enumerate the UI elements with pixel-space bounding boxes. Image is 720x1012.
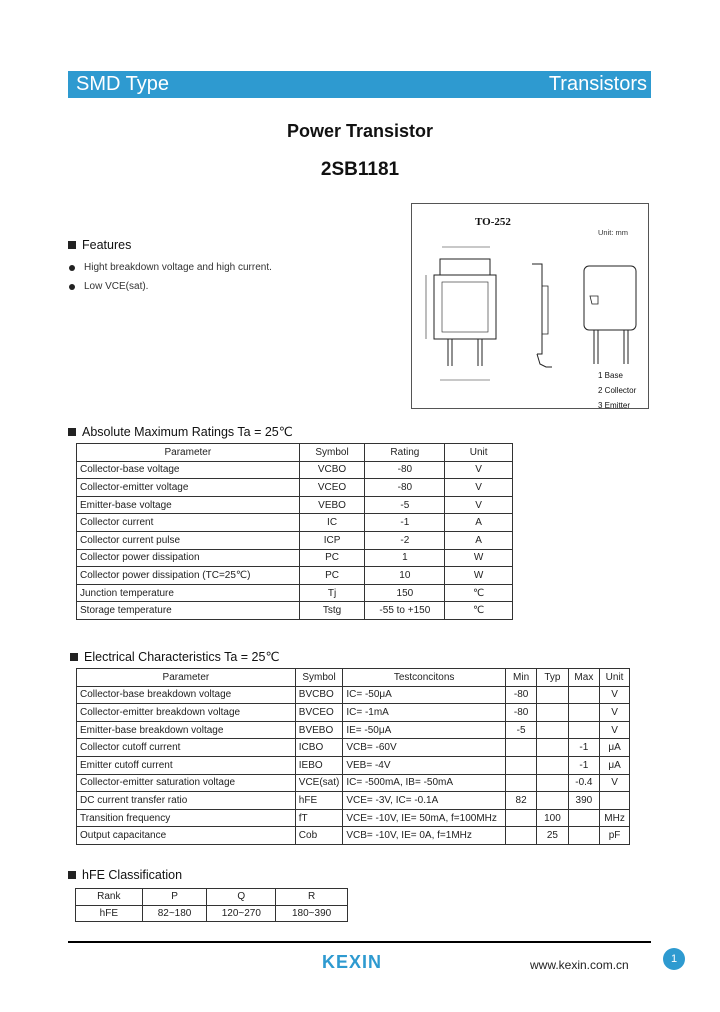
table-row bbox=[77, 809, 630, 827]
table-cell: IC bbox=[299, 514, 365, 532]
table-cell: ICBO bbox=[295, 739, 343, 757]
table-cell bbox=[568, 827, 600, 845]
column-header: Testconcitons bbox=[343, 669, 506, 687]
side-view-profile bbox=[532, 264, 542, 354]
table-cell: VEB= -4V bbox=[343, 756, 506, 774]
table-row bbox=[77, 827, 630, 845]
table-cell: -1 bbox=[568, 739, 600, 757]
table-cell bbox=[568, 704, 600, 722]
table-cell: 120~270 bbox=[207, 905, 276, 922]
package-body bbox=[434, 275, 496, 339]
package-tab bbox=[440, 259, 490, 275]
table-cell: BVCEO bbox=[295, 704, 343, 722]
table-cell bbox=[537, 756, 568, 774]
features-list bbox=[68, 262, 272, 300]
table-cell: Collector current bbox=[77, 514, 300, 532]
table-header-row bbox=[77, 444, 513, 462]
table-cell: -80 bbox=[365, 461, 445, 479]
kexin-logo: KEXIN bbox=[322, 952, 383, 972]
table-cell: Collector power dissipation bbox=[77, 549, 300, 567]
table-row bbox=[77, 792, 630, 810]
column-header: R bbox=[276, 889, 348, 906]
table-cell bbox=[568, 721, 600, 739]
section-bullet-icon bbox=[68, 428, 76, 436]
table-cell: V bbox=[600, 686, 630, 704]
table-cell: ICP bbox=[299, 531, 365, 549]
table-cell bbox=[505, 739, 536, 757]
features-heading: Features bbox=[68, 238, 272, 252]
table-cell bbox=[568, 686, 600, 704]
column-header: Parameter bbox=[77, 444, 300, 462]
column-header: Min bbox=[505, 669, 536, 687]
table-cell: VCB= -10V, IE= 0A, f=1MHz bbox=[343, 827, 506, 845]
table-cell: BVCBO bbox=[295, 686, 343, 704]
table-row bbox=[76, 905, 348, 922]
table-cell: V bbox=[445, 461, 513, 479]
column-header: Q bbox=[207, 889, 276, 906]
table-cell: 1 bbox=[365, 549, 445, 567]
table-cell: Tj bbox=[299, 584, 365, 602]
table-row bbox=[77, 584, 513, 602]
table-cell: ℃ bbox=[445, 584, 513, 602]
table-cell: 100 bbox=[537, 809, 568, 827]
header-product-type: Transistors bbox=[548, 73, 647, 95]
column-header: Unit bbox=[600, 669, 630, 687]
table-cell: Cob bbox=[295, 827, 343, 845]
table-cell: PC bbox=[299, 567, 365, 585]
column-header: Unit bbox=[445, 444, 513, 462]
electrical-characteristics-table bbox=[76, 668, 630, 845]
side-view-lead bbox=[537, 354, 552, 367]
table-cell: hFE bbox=[295, 792, 343, 810]
table-cell: Tstg bbox=[299, 602, 365, 620]
table-cell: VCE= -3V, IC= -0.1A bbox=[343, 792, 506, 810]
table-cell bbox=[537, 721, 568, 739]
table-cell: Storage temperature bbox=[77, 602, 300, 620]
table-cell bbox=[537, 774, 568, 792]
column-header: Symbol bbox=[299, 444, 365, 462]
table-cell: V bbox=[600, 774, 630, 792]
pin-list bbox=[598, 368, 636, 413]
table-cell: V bbox=[445, 479, 513, 497]
table-cell: W bbox=[445, 567, 513, 585]
table-cell: 150 bbox=[365, 584, 445, 602]
table-cell: V bbox=[600, 721, 630, 739]
ec-heading: Electrical Characteristics Ta = 25℃ bbox=[70, 649, 279, 664]
table-cell: 82 bbox=[505, 792, 536, 810]
table-cell: 180~390 bbox=[276, 905, 348, 922]
table-cell: Emitter-base voltage bbox=[77, 496, 300, 514]
table-row bbox=[77, 549, 513, 567]
table-cell: fT bbox=[295, 809, 343, 827]
table-cell bbox=[505, 827, 536, 845]
table-cell: 82~180 bbox=[142, 905, 207, 922]
column-header: Rating bbox=[365, 444, 445, 462]
table-cell: pF bbox=[600, 827, 630, 845]
table-cell: VCB= -60V bbox=[343, 739, 506, 757]
table-cell: Emitter-base breakdown voltage bbox=[77, 721, 296, 739]
table-cell: A bbox=[445, 531, 513, 549]
table-cell: Collector cutoff current bbox=[77, 739, 296, 757]
table-cell: -1 bbox=[365, 514, 445, 532]
package-unit: Unit: mm bbox=[598, 228, 628, 237]
table-cell: 390 bbox=[568, 792, 600, 810]
table-cell: ℃ bbox=[445, 602, 513, 620]
table-cell bbox=[537, 739, 568, 757]
table-cell: Collector-base breakdown voltage bbox=[77, 686, 296, 704]
table-cell: A bbox=[445, 514, 513, 532]
table-cell: V bbox=[445, 496, 513, 514]
website-url[interactable]: www.kexin.com.cn bbox=[530, 958, 629, 972]
table-cell: VCEO bbox=[299, 479, 365, 497]
table-cell: DC current transfer ratio bbox=[77, 792, 296, 810]
table-cell: -0.4 bbox=[568, 774, 600, 792]
table-cell: Collector-emitter voltage bbox=[77, 479, 300, 497]
table-cell: -1 bbox=[568, 756, 600, 774]
table-cell bbox=[600, 792, 630, 810]
column-header: Typ bbox=[537, 669, 568, 687]
part-number: 2SB1181 bbox=[320, 159, 400, 180]
table-cell bbox=[537, 792, 568, 810]
column-header: Symbol bbox=[295, 669, 343, 687]
table-cell: VEBO bbox=[299, 496, 365, 514]
table-row bbox=[77, 479, 513, 497]
hfe-heading: hFE Classification bbox=[68, 868, 182, 882]
pin-label: 1 Base bbox=[598, 371, 623, 380]
page-number: 1 bbox=[663, 948, 685, 970]
table-cell: -55 to +150 bbox=[365, 602, 445, 620]
table-row bbox=[77, 704, 630, 722]
table-row bbox=[77, 567, 513, 585]
table-cell: Junction temperature bbox=[77, 584, 300, 602]
table-cell: PC bbox=[299, 549, 365, 567]
table-cell: -80 bbox=[365, 479, 445, 497]
table-cell: Collector current pulse bbox=[77, 531, 300, 549]
table-cell: Collector-base voltage bbox=[77, 461, 300, 479]
table-cell: Output capacitance bbox=[77, 827, 296, 845]
table-cell bbox=[505, 809, 536, 827]
section-bullet-icon bbox=[70, 653, 78, 661]
table-header-row bbox=[77, 669, 630, 687]
amr-heading: Absolute Maximum Ratings Ta = 25℃ bbox=[68, 424, 293, 439]
table-cell: Collector-emitter breakdown voltage bbox=[77, 704, 296, 722]
table-row bbox=[77, 514, 513, 532]
table-cell: Emitter cutoff current bbox=[77, 756, 296, 774]
table-cell: hFE bbox=[76, 905, 143, 922]
table-cell: IC= -50μA bbox=[343, 686, 506, 704]
table-row bbox=[77, 496, 513, 514]
features-section bbox=[68, 238, 272, 300]
back-view-body bbox=[584, 266, 636, 330]
column-header: P bbox=[142, 889, 207, 906]
table-cell: W bbox=[445, 549, 513, 567]
table-cell: μA bbox=[600, 756, 630, 774]
table-cell: V bbox=[600, 704, 630, 722]
table-cell: BVEBO bbox=[295, 721, 343, 739]
section-bullet-icon bbox=[68, 871, 76, 879]
table-row bbox=[77, 721, 630, 739]
hfe-classification-table bbox=[75, 888, 348, 922]
table-row bbox=[77, 602, 513, 620]
document-title: Power Transistor bbox=[286, 121, 434, 141]
section-bullet-icon bbox=[68, 241, 76, 249]
table-cell bbox=[537, 704, 568, 722]
table-cell: -5 bbox=[505, 721, 536, 739]
table-cell: VCBO bbox=[299, 461, 365, 479]
package-outline-box bbox=[411, 203, 649, 409]
table-cell: VCE(sat) bbox=[295, 774, 343, 792]
header-category: SMD Type bbox=[76, 73, 169, 95]
table-row bbox=[77, 461, 513, 479]
table-cell: -2 bbox=[365, 531, 445, 549]
table-cell: IE= -50μA bbox=[343, 721, 506, 739]
table-cell bbox=[568, 809, 600, 827]
table-row bbox=[77, 686, 630, 704]
absolute-maximum-ratings-table bbox=[76, 443, 513, 620]
table-cell: IEBO bbox=[295, 756, 343, 774]
table-cell: -80 bbox=[505, 704, 536, 722]
column-header: Parameter bbox=[77, 669, 296, 687]
table-row bbox=[77, 739, 630, 757]
table-row bbox=[77, 531, 513, 549]
pin-label: 2 Collector bbox=[598, 386, 637, 395]
footer-divider bbox=[68, 941, 651, 943]
table-cell: 10 bbox=[365, 567, 445, 585]
feature-item: Low VCE(sat). bbox=[68, 281, 272, 300]
column-header: Max bbox=[568, 669, 600, 687]
table-cell: 25 bbox=[537, 827, 568, 845]
table-cell: Transition frequency bbox=[77, 809, 296, 827]
package-name: TO-252 bbox=[475, 216, 511, 228]
table-cell: Collector power dissipation (TC=25℃) bbox=[77, 567, 300, 585]
table-cell bbox=[505, 756, 536, 774]
column-header: Rank bbox=[76, 889, 143, 906]
table-cell: -80 bbox=[505, 686, 536, 704]
table-cell bbox=[505, 774, 536, 792]
table-header-row bbox=[76, 889, 348, 906]
table-cell: Collector-emitter saturation voltage bbox=[77, 774, 296, 792]
table-cell: μA bbox=[600, 739, 630, 757]
table-cell: -5 bbox=[365, 496, 445, 514]
table-cell: IC= -500mA, IB= -50mA bbox=[343, 774, 506, 792]
table-row bbox=[77, 756, 630, 774]
feature-item: Hight breakdown voltage and high current. bbox=[68, 262, 272, 281]
table-cell: VCE= -10V, IE= 50mA, f=100MHz bbox=[343, 809, 506, 827]
table-cell: MHz bbox=[600, 809, 630, 827]
table-row bbox=[77, 774, 630, 792]
table-cell bbox=[537, 686, 568, 704]
package-die bbox=[442, 282, 488, 332]
pin-label: 3 Emitter bbox=[598, 401, 631, 410]
header-bar bbox=[68, 71, 651, 98]
table-cell: IC= -1mA bbox=[343, 704, 506, 722]
